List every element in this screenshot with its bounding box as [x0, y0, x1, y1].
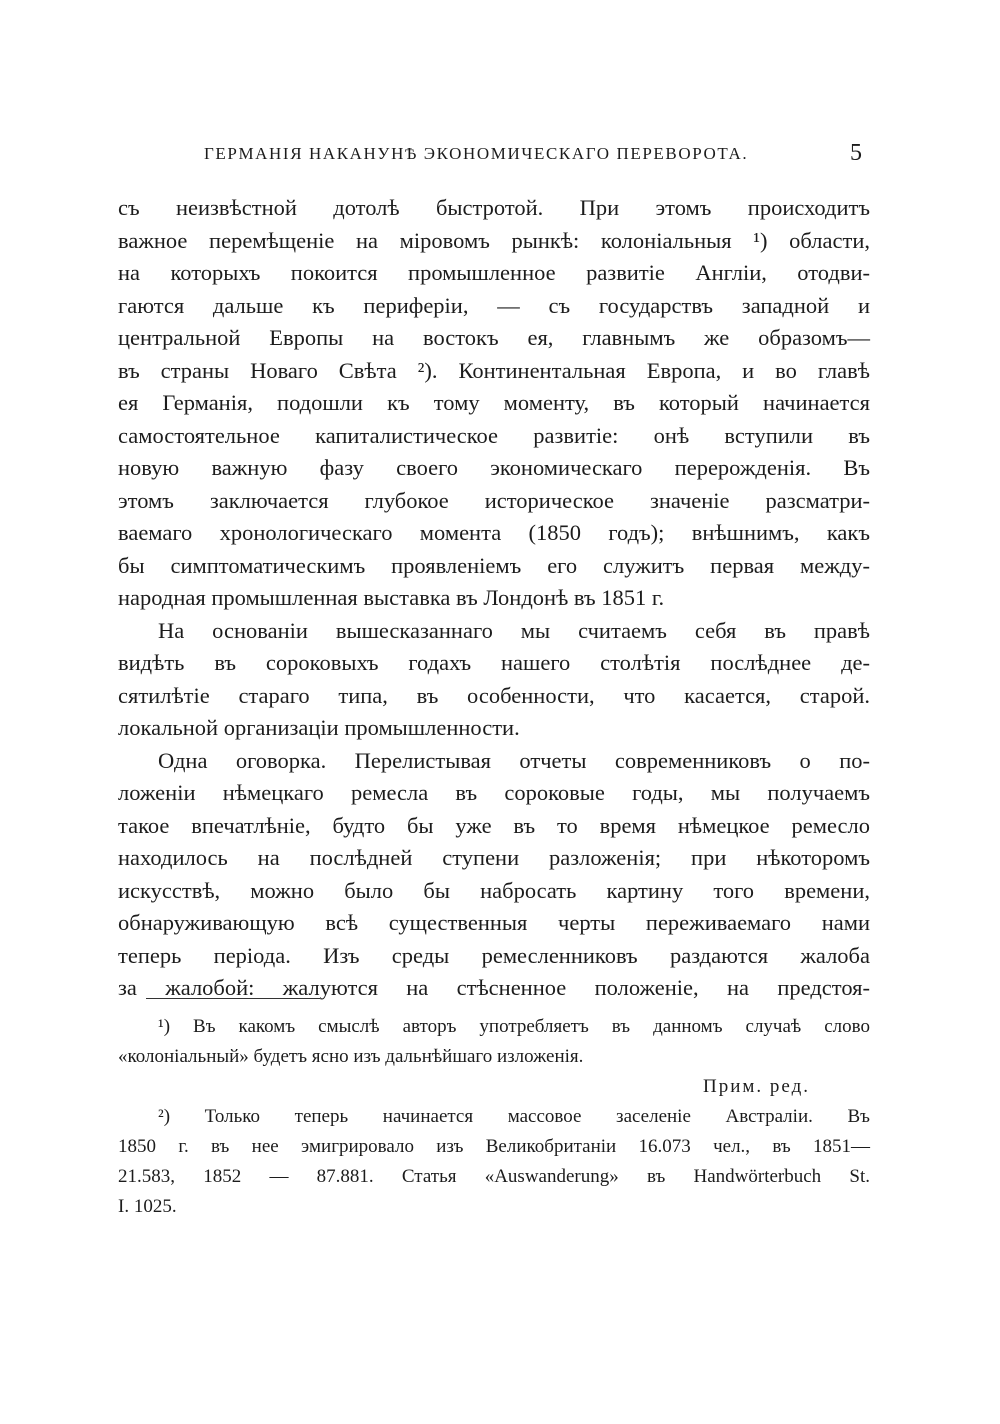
editor-note: Прим. ред. [702, 1076, 810, 1097]
text-line: за жалобой: жалуются на стѣсненное положенiе, на предстоя- [118, 975, 870, 1000]
footnote-line: 1850 г. въ нее эмигрировало изъ Великобританiи 16.073 чел., въ 1851— [118, 1136, 870, 1157]
text-line: новую важную фазу своего экономическаго перерожденiя. Въ [118, 455, 870, 480]
text-line: важное перемѣщенiе на мiровомъ рынкѣ: колонiальныя ¹) области, [118, 227, 870, 253]
footnote-divider [146, 998, 320, 999]
footnote-line: ²) Только теперь начинается массовое заселенiе Австралiи. Въ [158, 1106, 870, 1127]
text-line: въ страны Новаго Свѣта ²). Континентальная Европа, и во главѣ [118, 357, 870, 383]
text-line: центральной Европы на востокъ ея, главнымъ же образомъ— [118, 325, 870, 350]
text-line: ея Германiя, подошли къ тому моменту, въ который начинается [118, 390, 870, 415]
text-line: самостоятельное капиталистическое развитiе: онѣ вступили въ [118, 422, 870, 448]
text-line: ваемаго хронологическаго момента (1850 годъ); внѣшнимъ, какъ [118, 520, 870, 545]
text-line: этомъ заключается глубокое историческое значенiе разсматри- [118, 487, 870, 513]
main-text [118, 192, 870, 1005]
page-header [118, 140, 870, 170]
text-line: съ неизвѣстной дотолѣ быстротой. При этомъ происходитъ [118, 195, 870, 220]
text-line: видѣть въ сороковыхъ годахъ нашего столѣтiя послѣднее де- [118, 650, 870, 675]
text-line: гаются дальше къ периферiи, — съ государствъ западной и [118, 292, 870, 318]
text-line: сятилѣтiе стараго типа, въ особенности, что касается, старой. [118, 682, 870, 708]
text-line: локальной организацiи промышленности. [118, 715, 520, 740]
text-line: теперь перiода. Изъ среды ремесленниковъ раздаются жалоба [118, 942, 870, 968]
text-line: народная промышленная выставка въ Лондонѣ въ 1851 г. [118, 585, 665, 610]
footnote-line: ¹) Въ какомъ смыслѣ авторъ употребляетъ въ данномъ случаѣ слово [158, 1016, 870, 1037]
text-line: искусствѣ, можно было бы набросать картину того времени, [118, 877, 870, 903]
footnote-line: 21.583, 1852 — 87.881. Статья «Auswanderung» въ Handwörterbuch St. [118, 1166, 870, 1187]
text-line: ложенiи нѣмецкаго ремесла въ сороковые годы, мы получаемъ [118, 780, 870, 805]
text-line: такое впечатлѣнiе, будто бы уже въ то время нѣмецкое ремесло [118, 812, 870, 838]
text-line: бы симптоматическимъ проявленiемъ его служитъ первая между- [118, 552, 870, 578]
footnote-line: I. 1025. [118, 1196, 177, 1217]
footnote-line: «колонiальный» будетъ ясно изъ дальнѣйшаго изложенiя. [118, 1046, 584, 1067]
running-title: ГЕРМАНIЯ НАКАНУНѢ ЭКОНОМИЧЕСКАГО ПЕРЕВОРОТА. [204, 144, 749, 163]
text-line: На основанiи вышесказаннаго мы считаемъ себя въ правѣ [158, 617, 870, 643]
text-line: Одна оговорка. Перелистывая отчеты современниковъ о по- [158, 747, 870, 773]
text-line: находилось на послѣдней ступени разложенiя; при нѣкоторомъ [118, 845, 870, 870]
text-line: на которыхъ покоится промышленное развитiе Англiи, отодви- [118, 260, 870, 285]
footnotes [118, 1012, 870, 1222]
page-number: 5 [850, 140, 862, 166]
text-line: обнаруживающую всѣ существенныя черты переживаемаго нами [118, 910, 870, 935]
